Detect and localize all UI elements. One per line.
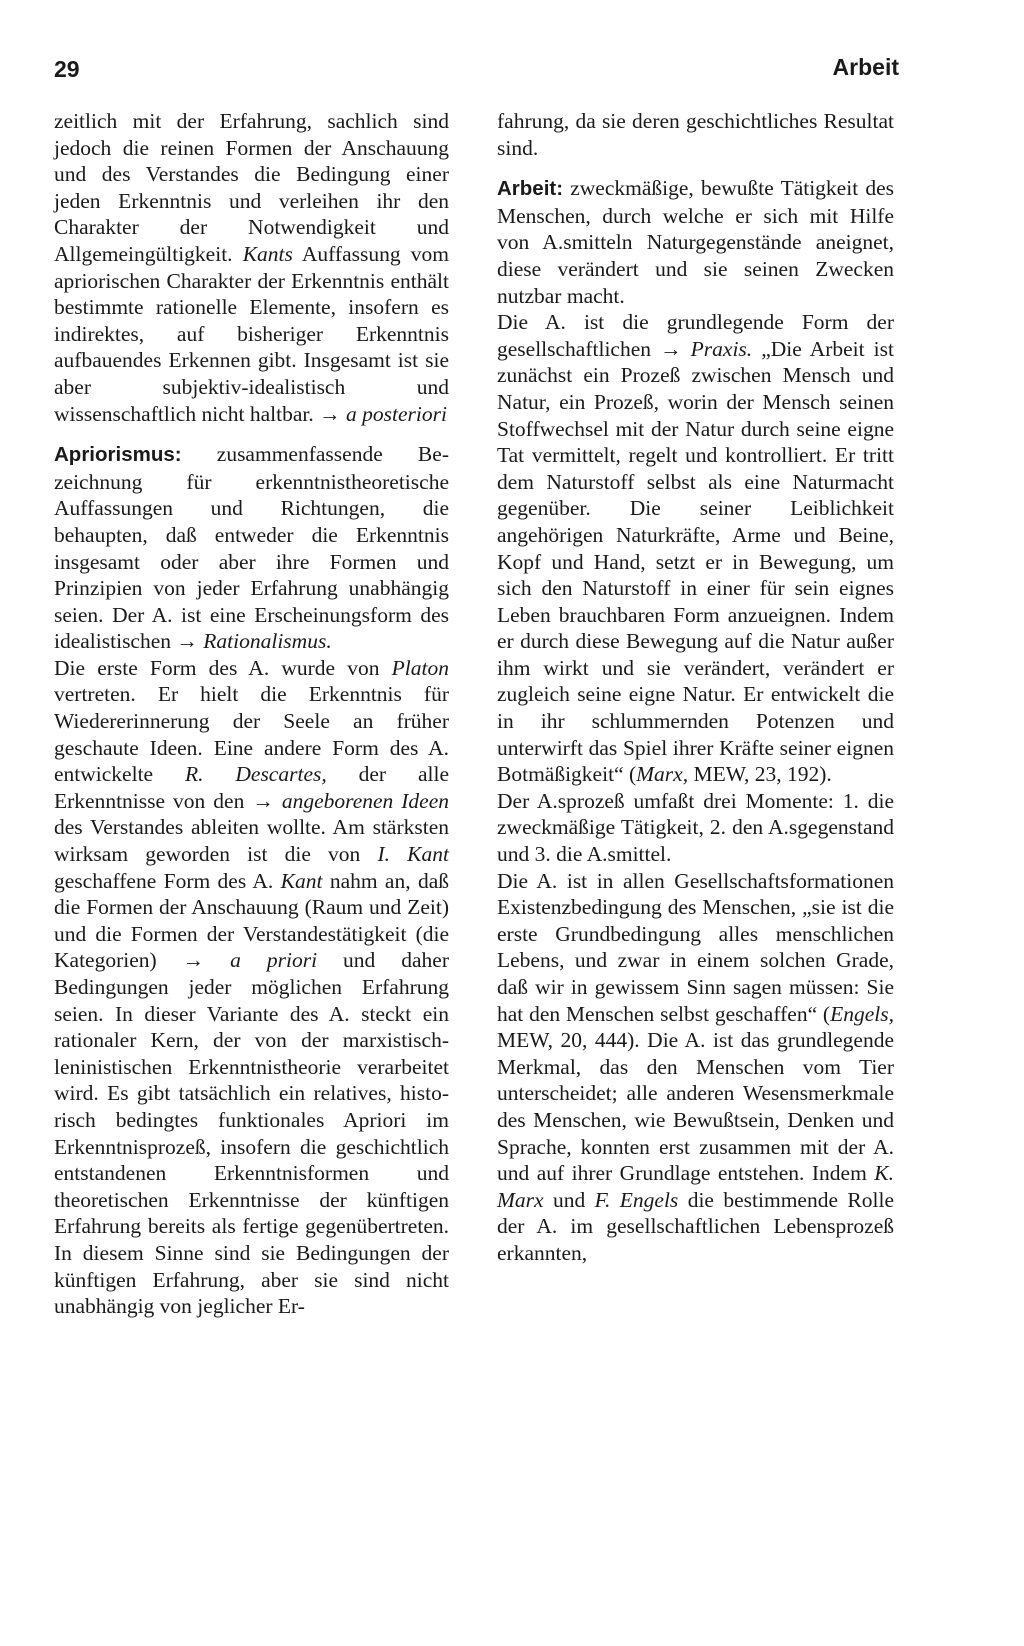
- paragraph-apriorismus-forms: Die erste Form des A. wurde von Platon vertreten. Er hielt die Erkenntnis für Wiedererinnerung der Seele an früher geschaute Ideen. Eine andere Form des A. entwickelte R. Descartes, der alle Erkenntnisse von den → angeborenen Ideen des Verstandes ableiten wollte. Am stärksten wirksam geworden ist die von I. Kant geschaffene Form des A. Kant nahm an, daß die Formen der Anschauung (Raum und Zeit) und die Formen der Verstandestätigkeit (die Kategorien) → a priori und daher Bedingungen jeder möglichen Erfahrung seien. In dieser Variante des A. steckt ein rationaler Kern, der von der marxistisch-leninistischen Erkenntnistheorie verarbeitet wird. Es gibt tatsächlich ein relatives, historisch bedingtes funktionales Apriori im Erkenntnisprozeß, insofern die geschichtlich entstandenen Erkenntnisformen und theoretischen Erkenntnisse der künftigen Erfahrung bereits als fertige gegenübertreten. In diesem Sinne sind sie Bedingungen der künftigen Erfahrung, aber sie sind nicht unabhängig von jeglicher Er-: [54, 655, 449, 1320]
- name-descartes: R. Descartes,: [184, 762, 327, 787]
- paragraph-continuation: fahrung, da sie deren geschichtliches Resultat sind.: [497, 109, 894, 160]
- headword-arbeit: Arbeit:: [497, 177, 564, 201]
- cross-reference-a-posteriori[interactable]: → a posteriori: [319, 402, 447, 426]
- name-f-engels: F. Engels: [594, 1187, 679, 1212]
- paragraph-existenzbedingung: Die A. ist in allen Gesellschaftsformationen Existenzbedingung des Menschen, „sie ist die erste Grundbedingung alles menschlichen Lebens, und zwar in einem solchen Grade, daß wir in gewissem Sinn sagen müssen: Sie hat den Menschen selbst geschaffen“ (Engels, MEW, 20, 444). Die A. ist das grundlegende Merkmal, das den Menschen vom Tier unterscheidet; alle anderen Wesensmerkmale des Menschen, wie Bewußtsein, Denken und Sprache, konnten erst zusammen mit der A. und auf ihrer Grundlage entstehen. Indem K. Marx und F. Engels die bestimmende Rolle der A. im gesellschaftlichen Lebensprozeß erkannten,: [497, 868, 894, 1265]
- cross-reference-angeborene-ideen[interactable]: → angeborenen Ideen: [252, 789, 449, 813]
- cross-reference-a-priori[interactable]: → a priori: [183, 948, 317, 972]
- paragraph-kant-continuation: zeitlich mit der Erfahrung, sachlich sind jedoch die reinen Formen der Anschauung und des Verstandes die Bedingung einer jeden Erkenntnis und verleihen ihr den Charakter der Notwendigkeit und Allgemeingültigkeit. Kants Auffassung vom apriorischen Charakter der Erkenntnis enthält bestimmte rationelle Elemente, insofern es indirektes, auf bisheriger Erkenntnis aufbauendes Erkennen gibt. Insgesamt ist sie aber subjektiv-idealistisch und wissenschaftlich nicht haltbar. → a posteriori: [54, 108, 449, 427]
- entry-arbeit: Arbeit: zweckmäßige, bewußte Tätigkeit des Menschen, durch welche er sich mit Hilfe von A.smitteln Naturgegenstände aneignet, diese verändert und sie seinen Zwecken nutzbar macht.: [497, 176, 894, 308]
- name-engels: Engels,: [830, 1001, 894, 1026]
- left-column: [54, 108, 449, 1320]
- name-kant: Kants: [242, 241, 293, 266]
- paragraph-arbeit-praxis: Die A. ist die grundlegende Form der gesellschaftlichen → Praxis. „Die Arbeit ist zunächst ein Prozeß zwischen Mensch und Natur, ein Prozeß, worin der Mensch seinen Stoffwechsel mit der Natur durch seine eigne Tat vermittelt, regelt und kontrolliert. Er tritt dem Naturstoff selbst als eine Naturmacht gegenüber. Die seiner Leiblichkeit angehörigen Naturkräfte, Arme und Beine, Kopf und Hand, setzt er in Bewegung, um sich den Naturstoff in einer für sein eignes Leben brauchbaren Form anzueignen. Indem er durch diese Bewegung auf die Natur außer ihm wirkt und sie verändert, verändert er zugleich seine eigne Natur. Er entwickelt die in ihr schlummernden Potenzen und unterwirft das Spiel ihrer Kräfte seiner eignen Botmäßigkeit“ (Marx, MEW, 23, 192).: [497, 309, 894, 788]
- cross-reference-rationalismus[interactable]: → Rationalismus.: [176, 629, 331, 653]
- entry-apriorismus: Apriorismus: zusammenfassende Bezeichnung für erkenntnistheoretische Auffassungen und Richtungen, die behaupten, daß entweder die Erkenntnis insgesamt oder aber ihre Formen und Prinzipien von jeder Erfahrung unabhängig seien. Der A. ist eine Erscheinungsform des idealistischen → Rationalismus.: [54, 441, 449, 655]
- right-column: [497, 108, 894, 1267]
- page-number: 29: [54, 56, 80, 82]
- paragraph-arbeitsprozess: Der A.sprozeß umfaßt drei Momente: 1. die zweckmäßige Tätigkeit, 2. den A.sgegenstand und 3. die A.smittel.: [497, 788, 894, 867]
- name-platon: Platon: [391, 655, 449, 680]
- running-head: Arbeit: [832, 54, 899, 80]
- name-i-kant: I. Kant: [377, 842, 449, 867]
- headword-apriorismus: Apriorismus:: [54, 443, 182, 467]
- name-marx: Marx,: [636, 762, 689, 787]
- name-kant-2: Kant: [280, 868, 323, 893]
- name-k-marx: K. Marx: [497, 1161, 894, 1212]
- cross-reference-praxis[interactable]: → Praxis.: [660, 337, 752, 361]
